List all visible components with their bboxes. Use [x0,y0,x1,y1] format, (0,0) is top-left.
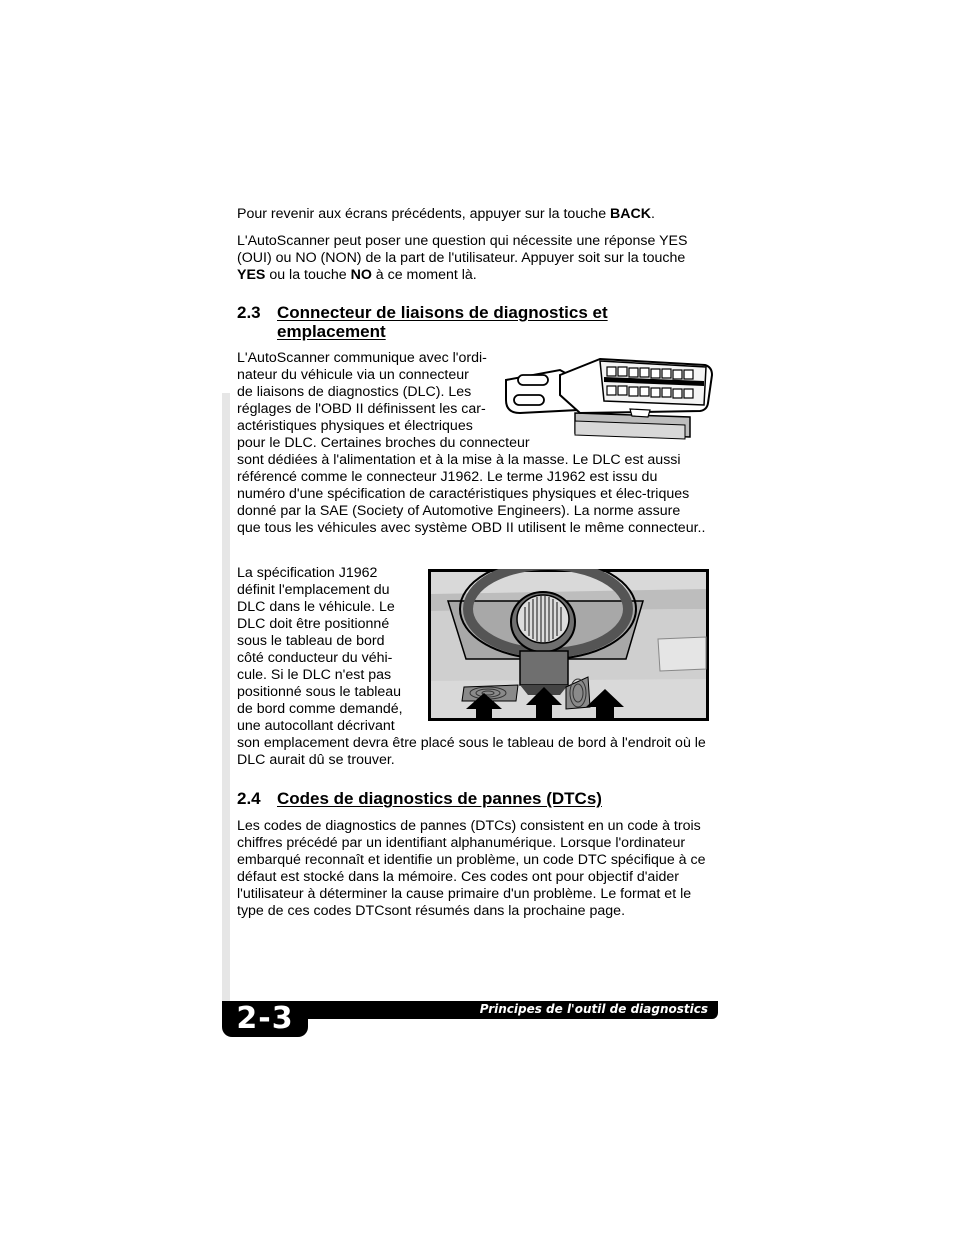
intro-paragraph-back [237,206,707,223]
paragraph-continuation: son emplacement devra être placé sous le tableau de bord à l'endroit où le DLC aurait dû se trouver. [237,735,706,768]
wrapped-line: de liaisons de diagnostics (DLC). Les [237,384,472,400]
wrapped-line: DLC dans le véhicule. Le [237,599,395,615]
text-run: ou la touche [265,267,351,283]
section-2-4-paragraph: Les codes de diagnostics de pannes (DTCs) consistent en un code à trois chiffres précédé par un identifiant alphanumérique. Lorsque l'ordinateur embarqué reconnaît et identifie un problème, un code DTC spécifique à ce défaut est stocké dans la mémoire. Ces codes ont pour objectif d'aider l'utilisateur à déterminer la cause primaire d'un problème. Le format et le type de ces codes DTCsont résumés dans la prochaine page. [237,818,706,919]
paragraph-continuation: sont dédiées à l'alimentation et à la mise à la masse. Le DLC est aussi référencé comme le connecteur J1962. Le terme J1962 est issu du numéro d'une spécification de caractéristiques physiques et élec-triques donné par la SAE (Society of Automotive Engineers). La norme assure que tous les véhicules avec système OBD II utilisent le même connecteur.. [237,452,706,536]
section-title: Codes de diagnostics de pannes (DTCs) [277,789,602,808]
yes-key-label: YES [237,267,266,283]
wrapped-line: cule. Si le DLC n'est pas [237,667,392,683]
wrapped-line: L'AutoScanner communique avec l'ordi- [237,350,487,366]
wrapped-line: une autocollant décrivant [237,718,395,734]
wrapped-line: La spécification J1962 [237,565,378,581]
text-run: L'AutoScanner peut poser une question qui nécessite une réponse YES (OUI) ou NO (NON) de la part de l'utilisateur. Appuyer soit sur la touche [237,233,688,266]
text-run: à ce moment là. [371,267,477,283]
page-number: 2-3 [222,1001,308,1037]
wrapped-line: DLC doit être positionné [237,616,390,632]
wrapped-line: de bord comme demandé, [237,701,403,717]
intro-paragraph-yes-no [237,233,707,284]
section-number: 2.3 [237,303,261,322]
wrapped-line: sous le tableau de bord [237,633,385,649]
section-number: 2.4 [237,789,261,808]
wrapped-line: actéristiques physiques et électriques [237,418,473,434]
wrapped-line: définit l'emplacement du [237,582,390,598]
text-run: . [651,206,655,222]
no-key-label: NO [350,267,372,283]
wrapped-line: positionné sous le tableau [237,684,402,700]
section-2-4-heading [237,789,707,809]
dashboard-dlc-location-illustration [428,569,709,721]
section-title-line2: emplacement [277,322,386,341]
section-2-3-heading [237,303,707,343]
section-title-line1: Connecteur de liaisons de diagnostics et [277,303,608,322]
back-key-label: BACK [610,206,652,222]
wrapped-line: côté conducteur du véhi- [237,650,393,666]
page-margin-bar [222,393,230,1005]
text-run: Pour revenir aux écrans précédents, appuyer sur la touche [237,206,611,222]
wrapped-line: nateur du véhicule via un connecteur [237,367,469,383]
obd-connector-illustration [500,355,715,443]
chapter-title: Principes de l'outil de diagnostics [479,1002,708,1016]
wrapped-line: réglages de l'OBD II définissent les car- [237,401,486,417]
wrapped-line: pour le DLC. Certaines broches du connecteur [237,435,530,451]
